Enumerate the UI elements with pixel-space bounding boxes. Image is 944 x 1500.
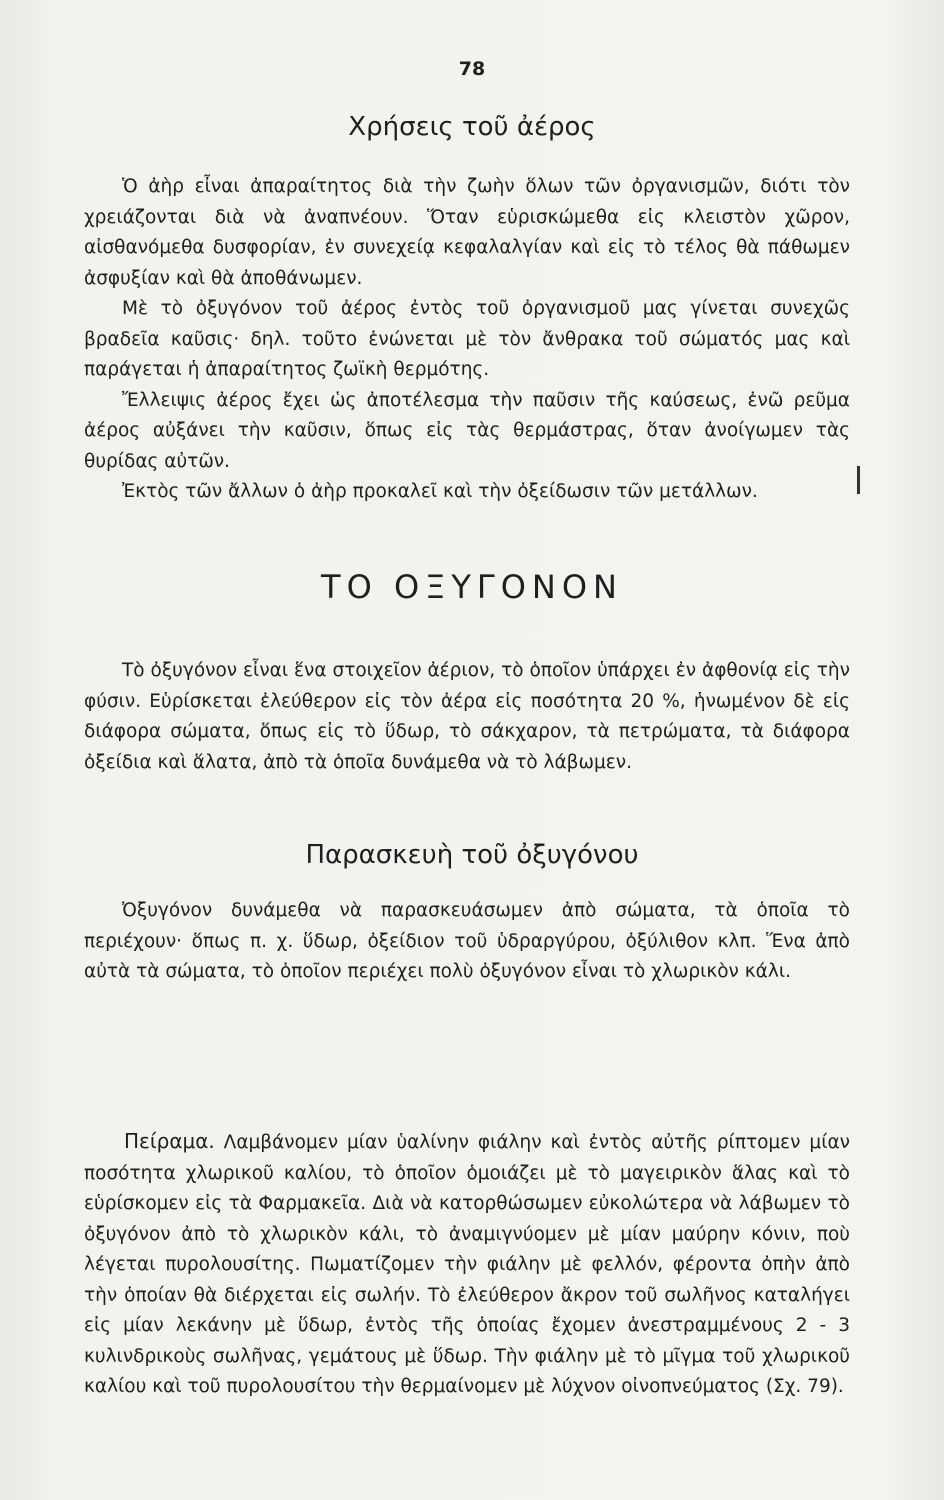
oxygen-preparation-heading: Παρασκευὴ τοῦ ὀξυγόνου [305,840,639,870]
page-number: 78 [458,58,486,80]
oxygen-heading: ΤΟ ΟΞΥΓΟΝΟΝ [321,568,623,606]
preparation-paragraph: Ὀξυγόνον δυνάμεθα νὰ παρασκευάσωμεν ἀπὸ σώματα, τὰ ὁποῖα τὸ περιέχουν· ὅπως π. χ. ὕδωρ, ὀξείδιον τοῦ ὑδραργύρου, ὀξύλιθον κλπ. Ἕνα ἀπὸ αὐτὰ τὰ σώματα, τὸ ὁποῖον περιέχει πολὺ ὀξυγόνον εἶναι τὸ χλωρικὸν κάλι. [84,900,850,982]
air-uses-heading: Χρήσεις τοῦ ἀέρος [348,112,596,142]
air-uses-paragraph-1: Ὁ ἀὴρ εἶναι ἀπαραίτητος διὰ τὴν ζωὴν ὅλων τῶν ὀργανισμῶν, διότι τὸν χρειάζονται διὰ νὰ ἀναπνέουν. Ὅταν εὑρισκώμεθα εἰς κλειστὸν χῶρον, αἰσθανόμεθα δυσφορίαν, ἐν συνεχείᾳ κεφαλαλγίαν καὶ εἰς τὸ τέλος θὰ πάθωμεν ἀσφυξίαν καὶ θὰ ἀποθάνωμεν. [84,176,850,289]
oxygen-text [84,656,850,778]
margin-mark [857,466,860,494]
oxygen-paragraph: Τὸ ὀξυγόνον εἶναι ἕνα στοιχεῖον ἀέριον, τὸ ὁποῖον ὑπάρχει ἐν ἀφθονίᾳ εἰς τὴν φύσιν. Εὑρίσκεται ἐλεύθερον εἰς τὸν ἀέρα εἰς ποσότητα 20 %, ἡνωμένον δὲ εἰς διάφορα σώματα, ὅπως εἰς τὸ ὕδωρ, τὸ σάκχαρον, τὰ πετρώματα, τὰ διάφορα ὀξείδια καὶ ἅλατα, ἀπὸ τὰ ὁποῖα δυνάμεθα νὰ τὸ λάβωμεν. [84,660,850,773]
air-uses-text [84,172,850,508]
experiment-description: Λαμβάνομεν μίαν ὑαλίνην φιάλην καὶ ἐντὸς αὐτῆς ρίπτομεν μίαν ποσότητα χλωρικοῦ καλίου, τὸ ὁποῖον ὁμοιάζει μὲ τὸ μαγειρικὸν ἅλας καὶ τὸ εὑρίσκομεν εἰς τὰ Φαρμακεῖα. Διὰ νὰ κατορθώσωμεν εὐκολώτερα νὰ λάβωμεν τὸ ὀξυγόνον ἀπὸ τὸ χλωρικὸν κάλι, τὸ ἀναμιγνύομεν μὲ μίαν μαύρην κόνιν, ποὺ λέγεται πυρολουσίτης. Πωματίζομεν τὴν φιάλην μὲ φελλόν, φέροντα ὀπὴν ἀπὸ τὴν ὁποίαν θὰ διέρχεται εἰς σωλήν. Τὸ ἐλεύθερον ἄκρον τοῦ σωλῆνος καταλήγει εἰς μίαν λεκάνην μὲ ὕδωρ, ἐντὸς τῆς ὁποίας ἔχομεν ἀνεστραμμένους 2 - 3 κυλινδρικοὺς σωλῆνας, γεμάτους μὲ ὕδωρ. Τὴν φιάλην μὲ τὸ μῖγμα τοῦ χλωρικοῦ καλίου καὶ τοῦ πυρολουσίτου τὴν θερμαίνομεν μὲ λύχνον οἰνοπνεύματος (Σχ. 79). [84,1132,850,1397]
experiment-label: Πείραμα. [124,1129,215,1153]
air-uses-paragraph-2: Μὲ τὸ ὀξυγόνον τοῦ ἀέρος ἐντὸς τοῦ ὀργανισμοῦ μας γίνεται συνεχῶς βραδεῖα καῦσις· δηλ. τοῦτο ἑνώνεται μὲ τὸν ἄνθρακα τοῦ σώματός μας καὶ παράγεται ἡ ἀπαραίτητος ζωϊκὴ θερμότης. [84,298,850,380]
experiment-paragraph [84,1126,850,1403]
preparation-text [84,896,850,988]
air-uses-paragraph-3: Ἔλλειψις ἀέρος ἔχει ὡς ἀποτέλεσμα τὴν παῦσιν τῆς καύσεως, ἐνῶ ρεῦμα ἀέρος αὐξάνει τὴν καῦσιν, ὅπως εἰς τὰς θερμάστρας, ὅταν ἀνοίγωμεν τὰς θυρίδας αὐτῶν. [84,389,850,472]
experiment-text [84,1126,850,1403]
air-uses-paragraph-4: Ἐκτὸς τῶν ἄλλων ὁ ἀὴρ προκαλεῖ καὶ τὴν ὀξείδωσιν τῶν μετάλλων. [122,481,758,502]
